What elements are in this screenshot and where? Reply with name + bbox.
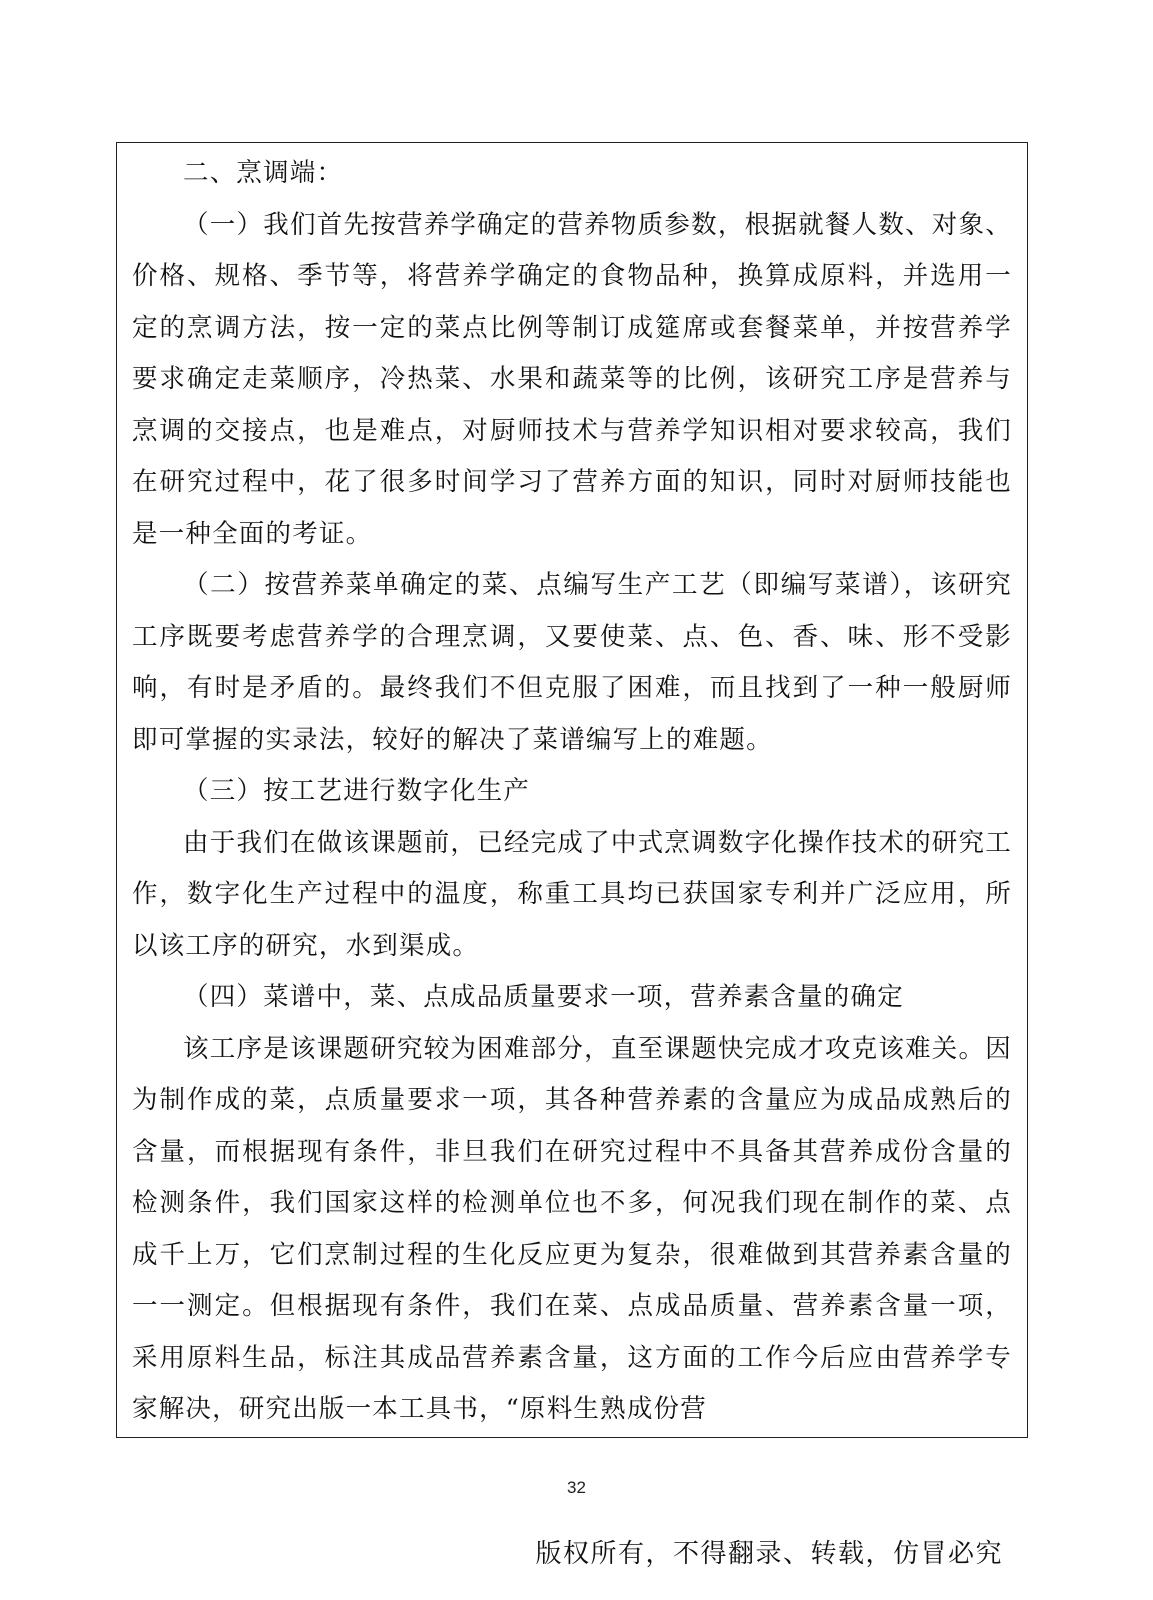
- subheading-step-4: （四）菜谱中，菜、点成品质量要求一项，营养素含量的确定: [183, 982, 904, 1012]
- section-heading: 二、烹调端：: [183, 158, 344, 188]
- paragraph-step-3: 由于我们在做该课题前，已经完成了中式烹调数字化操作技术的研究工作，数字化生产过程中的温度，称重工具均已获国家专利并广泛应用，所以该工序的研究，水到渠成。: [132, 827, 1012, 961]
- paragraph-step-2: （二）按营养菜单确定的菜、点编写生产工艺（即编写菜谱），该研究工序既要考虑营养学的合理烹调，又要使菜、点、色、香、味、形不受影响，有时是矛盾的。最终我们不但克服了困难，而且找到了一种一般厨师即可掌握的实录法，较好的解决了菜谱编写上的难题。: [132, 570, 1012, 755]
- subheading-step-3: （三）按工艺进行数字化生产: [183, 776, 531, 806]
- paragraph-step-4: 该工序是该课题研究较为困难部分，直至课题快完成才攻克该难关。因为制作成的菜，点质量要求一项，其各种营养素的含量应为成品成熟后的含量，而根据现有条件，非旦我们在研究过程中不具备其营养成份含量的检测条件，我们国家这样的检测单位也不多，何况我们现在制作的菜、点成千上万，它们烹制过程的生化反应更为复杂，很难做到其营养素含量的一一测定。但根据现有条件，我们在菜、点成品质量、营养素含量一项，采用原料生品，标注其成品营养素含量，这方面的工作今后应由营养学专家解决，研究出版一本工具书，“原料生熟成份营: [132, 1033, 1012, 1424]
- paragraph-step-1: （一）我们首先按营养学确定的营养物质参数，根据就餐人数、对象、价格、规格、季节等，将营养学确定的食物品种，换算成原料，并选用一定的烹调方法，按一定的菜点比例等制订成筵席或套餐菜单，并按营养学要求确定走菜顺序，冷热菜、水果和蔬菜等的比例，该研究工序是营养与烹调的交接点，也是难点，对厨师技术与营养学知识相对要求较高，我们在研究过程中，花了很多时间学习了营养方面的知识，同时对厨师技能也是一种全面的考证。: [132, 209, 1012, 549]
- page-number: 32: [567, 1478, 586, 1497]
- document-body: [132, 148, 1012, 1436]
- copyright-notice: 版权所有，不得翻录、转载，仿冒必究: [535, 1539, 1003, 1569]
